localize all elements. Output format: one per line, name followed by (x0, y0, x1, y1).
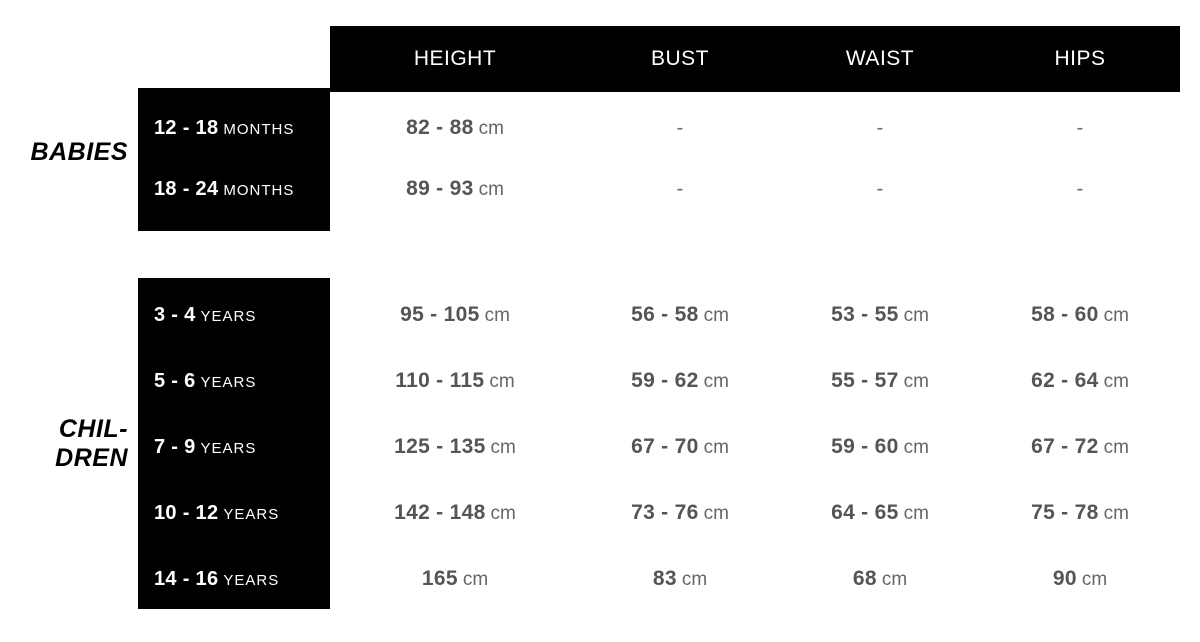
row-age-label (138, 436, 330, 459)
age-range: 7 - 9 (154, 435, 196, 458)
cell-waist: - (876, 177, 884, 200)
column-header-waist: WAIST (845, 47, 915, 70)
cell-bust: 83 cm (652, 567, 708, 590)
cell-height: 89 - 93 cm (406, 177, 504, 200)
age-range: 10 - 12 (154, 501, 219, 524)
cell-bust: 59 - 62 cm (631, 369, 729, 392)
table-row (138, 287, 1180, 343)
column-header-bust: BUST (650, 47, 709, 70)
group-label-children-line2: DREN (55, 444, 128, 472)
age-unit: MONTHS (223, 120, 295, 138)
table-row (138, 353, 1180, 409)
table-header-row (330, 26, 1180, 92)
table-row (138, 419, 1180, 475)
table-row (138, 551, 1180, 607)
age-range: 3 - 4 (154, 303, 196, 326)
table-row (138, 100, 1180, 156)
table-row (138, 485, 1180, 541)
row-age-label (138, 502, 330, 525)
age-unit: MONTHS (223, 181, 295, 199)
row-age-label (138, 178, 330, 201)
cell-waist: 53 - 55 cm (831, 303, 929, 326)
cell-bust: - (676, 177, 684, 200)
group-label-babies: BABIES (30, 138, 128, 166)
cell-waist: 59 - 60 cm (831, 435, 929, 458)
age-range: 5 - 6 (154, 369, 196, 392)
cell-hips: 75 - 78 cm (1031, 501, 1129, 524)
cell-height: 142 - 148 cm (394, 501, 516, 524)
age-range: 18 - 24 (154, 177, 219, 200)
row-age-label (138, 117, 330, 140)
age-unit: YEARS (223, 571, 280, 589)
age-unit: YEARS (200, 373, 257, 391)
group-label-children-line1: CHIL- (58, 415, 128, 443)
cell-height: 165 cm (421, 567, 489, 590)
cell-height: 110 - 115 cm (395, 369, 515, 392)
cell-bust: - (676, 116, 684, 139)
cell-hips: 67 - 72 cm (1031, 435, 1129, 458)
cell-hips: 62 - 64 cm (1031, 369, 1129, 392)
cell-bust: 56 - 58 cm (631, 303, 729, 326)
cell-hips: - (1076, 116, 1084, 139)
cell-bust: 73 - 76 cm (631, 501, 729, 524)
cell-height: 95 - 105 cm (400, 303, 510, 326)
cell-hips: - (1076, 177, 1084, 200)
age-unit: YEARS (223, 505, 280, 523)
group-label-children (0, 415, 128, 473)
row-age-label (138, 568, 330, 591)
column-header-height: HEIGHT (413, 47, 497, 70)
column-header-hips: HIPS (1054, 47, 1106, 70)
cell-hips: 90 cm (1052, 567, 1108, 590)
cell-bust: 67 - 70 cm (631, 435, 729, 458)
cell-hips: 58 - 60 cm (1031, 303, 1129, 326)
cell-waist: - (876, 116, 884, 139)
row-age-label (138, 370, 330, 393)
cell-height: 125 - 135 cm (394, 435, 516, 458)
cell-height: 82 - 88 cm (406, 116, 504, 139)
age-unit: YEARS (200, 439, 257, 457)
age-unit: YEARS (200, 307, 257, 325)
age-range: 14 - 16 (154, 567, 219, 590)
cell-waist: 64 - 65 cm (831, 501, 929, 524)
cell-waist: 55 - 57 cm (831, 369, 929, 392)
row-age-label (138, 304, 330, 327)
table-row (138, 161, 1180, 217)
age-range: 12 - 18 (154, 116, 219, 139)
cell-waist: 68 cm (852, 567, 908, 590)
